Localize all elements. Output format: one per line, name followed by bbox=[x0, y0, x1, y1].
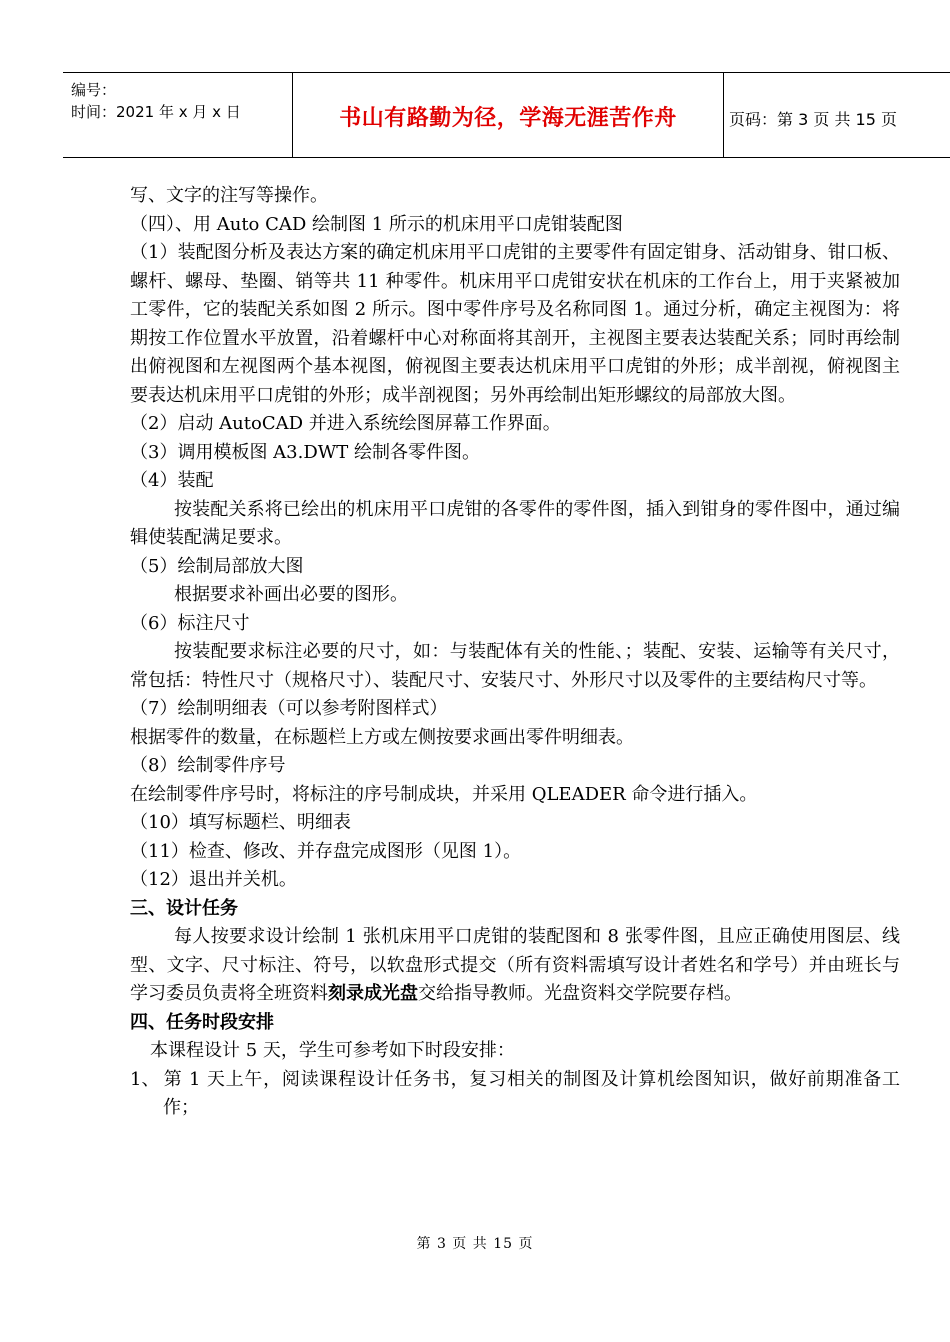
paragraph: 按装配要求标注必要的尺寸，如：与装配体有关的性能、；装配、安装、运输等有关尺寸，常包括：特性尺寸（规格尺寸）、装配尺寸、安装尺寸、外形尺寸以及零件的主要结构尺寸等。 bbox=[130, 641, 900, 691]
paragraph: （2）启动 AutoCAD 并进入系统绘图屏幕工作界面。 bbox=[130, 413, 561, 434]
paragraph: 在绘制零件序号时，将标注的序号制成块，并采用 QLEADER 命令进行插入。 bbox=[130, 783, 758, 805]
paragraph: （4）装配 bbox=[130, 470, 214, 491]
list-number: 1、 bbox=[130, 1068, 160, 1090]
time-label: 时间：2021 年 x 月 x 日 bbox=[71, 103, 241, 121]
serial-label: 编号： bbox=[71, 81, 117, 99]
paragraph: （3）调用模板图 A3.DWT 绘制各零件图。 bbox=[130, 441, 481, 463]
paragraph: （四）、用 Auto CAD 绘制图 1 所示的机床用平口虎钳装配图 bbox=[130, 213, 623, 235]
paragraph: （8）绘制零件序号 bbox=[130, 755, 286, 776]
header-meta bbox=[71, 79, 241, 123]
paragraph: 按装配关系将已绘出的机床用平口虎钳的各零件的零件图，插入到钳身的零件图中，通过编辑使装配满足要求。 bbox=[130, 498, 900, 548]
paragraph: （5）绘制局部放大图 bbox=[130, 555, 304, 577]
header-divider-right bbox=[723, 73, 724, 157]
page-footer: 第 3 页 共 15 页 bbox=[416, 1236, 534, 1252]
paragraph: 写、文字的注写等操作。 bbox=[130, 185, 328, 206]
paragraph: （6）标注尺寸 bbox=[130, 612, 250, 634]
page-header bbox=[63, 72, 950, 158]
paragraph: 根据要求补画出必要的图形。 bbox=[174, 584, 408, 605]
paragraph-text: 每人按要求设计绘制 1 张机床用平口虎钳的装配图和 8 张零件图，且应正确使用图层、线型、文字、尺寸标注、符号，以软盘形式提交（所有资料需填写设计者姓名和学号）并由班长与学习委员负责将全班资料 bbox=[130, 926, 900, 1004]
paragraph: （7）绘制明细表（可以参考附图样式） bbox=[130, 698, 448, 719]
section-heading: 三、设计任务 bbox=[130, 897, 238, 919]
paragraph: 本课程设计 5 天，学生可参考如下时段安排： bbox=[150, 1040, 515, 1061]
paragraph: （11）检查、修改、并存盘完成图形（见图 1）。 bbox=[130, 840, 522, 862]
list-item bbox=[130, 1066, 900, 1123]
paragraph: 根据零件的数量，在标题栏上方或左侧按要求画出零件明细表。 bbox=[130, 726, 634, 748]
paragraph: （1）装配图分析及表达方案的确定机床用平口虎钳的主要零件有固定钳身、活动钳身、钳口板、螺杆、螺母、垫圈、销等共 11 种零件。机床用平口虎钳安状在机床的工作台上，用于夹紧被加工零件，它的装配关系如图 2 所示。图中零件序号及名称同图 1。通过分析，确定主视图为：将期按工作位置水平放置，沿着螺杆中心对称面将其剖开，主视图主要表达装配关系；同时再绘制出俯视图和左视图两个基本视图，俯视图主要表达机床用平口虎钳的外形；成半剖视，俯视图主要表达机床用平口虎钳的外形；成半剖视图；另外再绘制出矩形螺纹的局部放大图。 bbox=[130, 242, 900, 406]
paragraph: （10）填写标题栏、明细表 bbox=[130, 812, 351, 833]
paragraph: （12）退出并关机。 bbox=[130, 869, 297, 890]
list-text: 第 1 天上午，阅读课程设计任务书，复习相关的制图及计算机绘图知识，做好前期准备工作； bbox=[163, 1068, 900, 1118]
emphasis-text: 刻录成光盘 bbox=[328, 983, 418, 1004]
document-body bbox=[130, 182, 900, 1123]
paragraph-text: 交给指导教师。光盘资料交学院要存档。 bbox=[418, 983, 742, 1004]
header-motto: 书山有路勤为径，学海无涯苦作舟 bbox=[339, 106, 677, 131]
header-page-number: 页码：第 3 页 共 15 页 bbox=[729, 110, 897, 129]
section-heading: 四、任务时段安排 bbox=[130, 1011, 274, 1033]
paragraph bbox=[130, 923, 900, 1009]
